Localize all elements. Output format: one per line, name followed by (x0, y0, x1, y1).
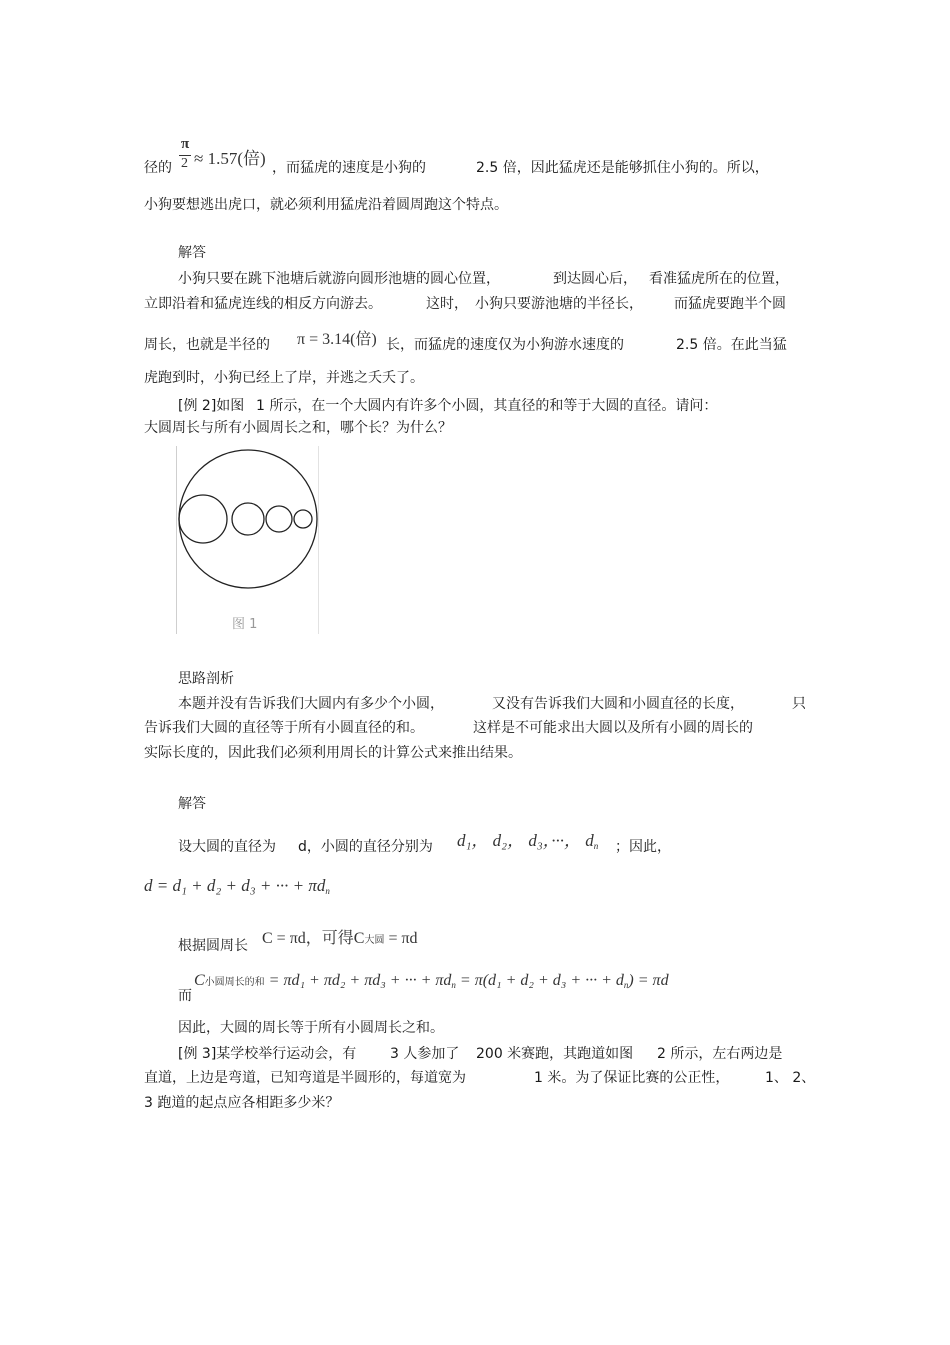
text-line-19a: [例 3]某学校举行运动会，有 (178, 1046, 357, 1062)
text-line-15b: d，小圆的直径分别为 (298, 839, 433, 855)
text-line-19c: 200 米赛跑，其跑道如图 (476, 1046, 634, 1062)
text-line-5b: 这时， (426, 296, 468, 312)
text-line-2: 小狗要想逃出虎口，就必须利用猛虎沿着圆周跑这个特点。 (144, 197, 508, 213)
text-line-13: 实际长度的，因此我们必须利用周长的计算公式来推出结果。 (144, 745, 522, 761)
fraction-formula (178, 136, 276, 178)
text-line-20c: 1、 2、 (765, 1070, 816, 1086)
diameter-list-formula: d₁， d₂， d₃，···， dn (457, 831, 599, 851)
text-line-6b: 长，而猛虎的速度仅为小狗游水速度的 (386, 337, 624, 353)
small-circle-3 (266, 506, 292, 532)
text-line-5c: 小狗只要游池塘的半径长， (475, 296, 643, 312)
text-line-16: 根据圆周长 (178, 938, 248, 954)
text-line-17: 而 (178, 988, 192, 1004)
text-line-1b (272, 159, 426, 177)
text-line-4b: 到达圆心后， (553, 271, 637, 287)
small-circles-sum-formula: C小圆周长的和 = πd₁ + πd₂ + πd₃ + ··· + πdn = π(d₁ + d₂ + d₃ + ··· + dn) = πd (194, 972, 669, 990)
text-line-5a: 立即沿着和猛虎连线的相反方向游去。 (144, 296, 382, 312)
small-circle-1 (179, 495, 227, 543)
text-line-12b: 这样是不可能求出大圆以及所有小圆的周长的 (473, 720, 753, 736)
text-line-15c: ；因此， (615, 839, 671, 855)
text-segment: ，而猛虎的速度是小狗的 (272, 160, 426, 176)
text-line-11a: 本题并没有告诉我们大圆内有多少个小圆， (178, 696, 444, 712)
big-circle (179, 450, 317, 588)
text-line-19d: 2 所示，左右两边是 (657, 1046, 783, 1062)
figure-caption: 图 1 (232, 617, 258, 632)
diameter-sum-formula: d = d₁ + d₂ + d₃ + ··· + πdn (144, 876, 330, 896)
text-segment: 径的 (144, 160, 172, 176)
heading-answer-1: 解答 (178, 245, 206, 261)
circumference-formula: C = πd，可得C大圆 = πd (262, 930, 418, 947)
text-line-4c: 看准猛虎所在的位置， (649, 271, 789, 287)
text-line-11b: 又没有告诉我们大圆和小圆直径的长度， (492, 696, 744, 712)
text-line-1 (144, 159, 172, 177)
text-line-15a: 设大圆的直径为 (178, 839, 276, 855)
figure-1 (176, 446, 320, 634)
text-line-4a: 小狗只要在跳下池塘后就游向圆形池塘的圆心位置， (178, 271, 500, 287)
small-circle-2 (232, 503, 264, 535)
text-line-7: 虎跑到时，小狗已经上了岸，并逃之夭夭了。 (144, 370, 424, 386)
text-line-1c (476, 159, 769, 177)
text-line-11c: 只 (792, 696, 806, 712)
circles-diagram (176, 446, 320, 634)
heading-answer-2: 解答 (178, 796, 206, 812)
text-line-18: 因此，大圆的周长等于所有小圆周长之和。 (178, 1020, 444, 1036)
fraction-result: ≈ 1.57(倍) (194, 149, 266, 168)
text-line-6a: 周长，也就是半径的 (144, 337, 270, 353)
text-line-19b: 3 人参加了 (390, 1046, 460, 1062)
fraction-denominator: 2 (181, 156, 188, 171)
fraction-numerator: π (181, 136, 190, 152)
text-line-6c: 2.5 倍。在此当猛 (676, 337, 787, 353)
small-circle-4 (294, 510, 312, 528)
text-line-20b: 1 米。为了保证比赛的公正性， (534, 1070, 730, 1086)
text-segment: 2.5 倍，因此猛虎还是能够抓住小狗的。所以， (476, 160, 769, 176)
text-line-8a: [例 2]如图 (178, 398, 245, 414)
text-line-12a: 告诉我们大圆的直径等于所有小圆直径的和。 (144, 720, 424, 736)
heading-analysis: 思路剖析 (178, 671, 234, 687)
pi-ratio-formula: π = 3.14(倍) (297, 331, 377, 348)
text-line-9: 大圆周长与所有小圆周长之和，哪个长？为什么？ (144, 420, 452, 436)
text-line-21: 3 跑道的起点应各相距多少米？ (144, 1095, 340, 1111)
text-line-8b: 1 所示，在一个大圆内有许多个小圆，其直径的和等于大圆的直径。请问： (256, 398, 718, 414)
text-line-20a: 直道，上边是弯道，已知弯道是半圆形的，每道宽为 (144, 1070, 466, 1086)
text-line-5d: 而猛虎要跑半个圆 (674, 296, 786, 312)
